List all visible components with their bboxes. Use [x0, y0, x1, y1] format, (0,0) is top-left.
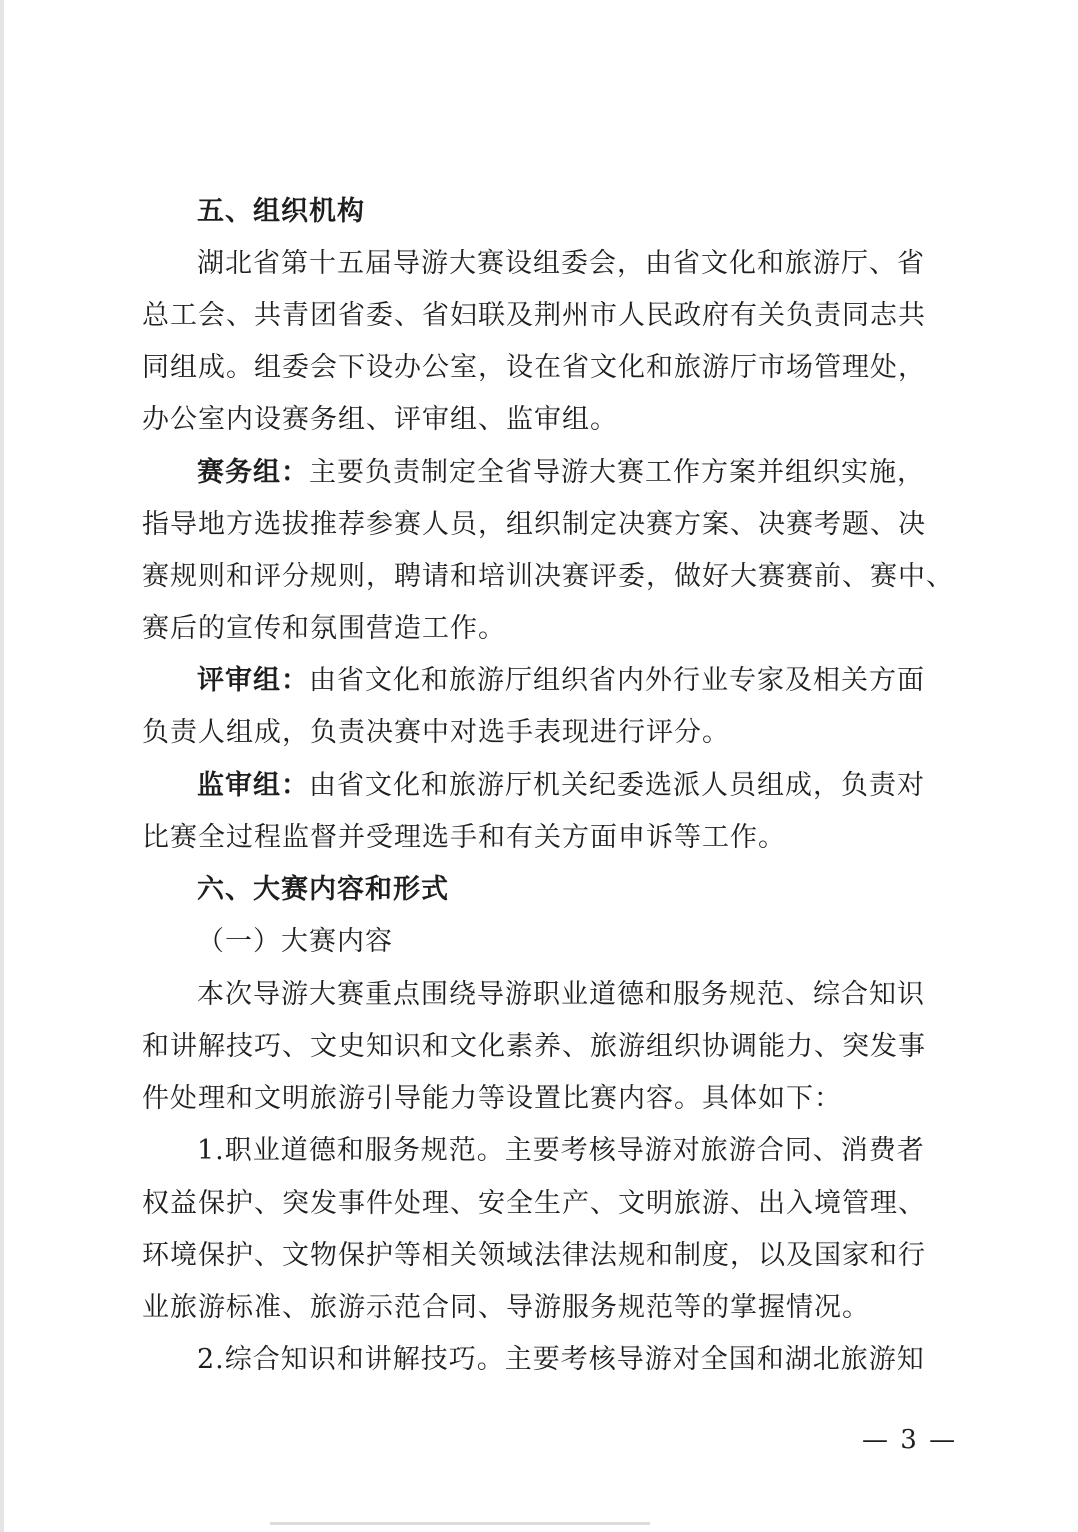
paragraph-line: 本次导游大赛重点围绕导游职业道德和服务规范、综合知识 [197, 979, 925, 1010]
paragraph-line: 环境保护、文物保护等相关领域法律法规和制度，以及国家和行 [142, 1240, 926, 1271]
paragraph-line: 负责人组成，负责决赛中对选手表现进行评分。 [142, 717, 730, 748]
section-five-heading: 五、组织机构 [197, 196, 365, 227]
paragraph-line: 同组成。组委会下设办公室，设在省文化和旅游厅市场管理处， [142, 352, 926, 383]
section-six-heading: 六、大赛内容和形式 [197, 874, 449, 905]
paragraph-line: 1.职业道德和服务规范。主要考核导游对旅游合同、消费者 [197, 1135, 925, 1166]
paragraph-line: 赛规则和评分规则，聘请和培训决赛评委，做好大赛赛前、赛中、 [142, 561, 954, 592]
paragraph-line: 湖北省第十五届导游大赛设组委会，由省文化和旅游厅、省 [197, 248, 925, 279]
paragraph-line: 办公室内设赛务组、评审组、监审组。 [142, 404, 618, 435]
paragraph-line [197, 457, 925, 489]
scan-artifact [270, 1522, 650, 1525]
page-number: — 3 — [862, 1425, 958, 1455]
saiwu-text: 主要负责制定全省导游大赛工作方案并组织实施， [309, 457, 925, 488]
pingshen-label: 评审组： [197, 665, 309, 696]
scan-edge [0, 0, 4, 1532]
jianshen-text: 由省文化和旅游厅机关纪委选派人员组成，负责对 [309, 770, 925, 801]
jianshen-label: 监审组： [197, 770, 309, 801]
paragraph-line: 和讲解技巧、文史知识和文化素养、旅游组织协调能力、突发事 [142, 1031, 926, 1062]
paragraph-line: 权益保护、突发事件处理、安全生产、文明旅游、出入境管理、 [142, 1188, 926, 1219]
paragraph-line: 总工会、共青团省委、省妇联及荆州市人民政府有关负责同志共 [142, 300, 926, 331]
paragraph-line: 业旅游标准、旅游示范合同、导游服务规范等的掌握情况。 [142, 1292, 870, 1323]
pingshen-text: 由省文化和旅游厅组织省内外行业专家及相关方面 [309, 665, 925, 696]
paragraph-line [197, 665, 925, 697]
paragraph-line: 指导地方选拔推荐参赛人员，组织制定决赛方案、决赛考题、决 [142, 509, 926, 540]
paragraph-line [197, 770, 925, 802]
subsection-heading: （一）大赛内容 [197, 926, 393, 957]
paragraph-line: 2.综合知识和讲解技巧。主要考核导游对全国和湖北旅游知 [197, 1344, 925, 1375]
paragraph-line: 件处理和文明旅游引导能力等设置比赛内容。具体如下： [142, 1083, 842, 1114]
saiwu-label: 赛务组： [197, 457, 309, 488]
paragraph-line: 比赛全过程监督并受理选手和有关方面申诉等工作。 [142, 822, 786, 853]
paragraph-line: 赛后的宣传和氛围营造工作。 [142, 613, 506, 644]
